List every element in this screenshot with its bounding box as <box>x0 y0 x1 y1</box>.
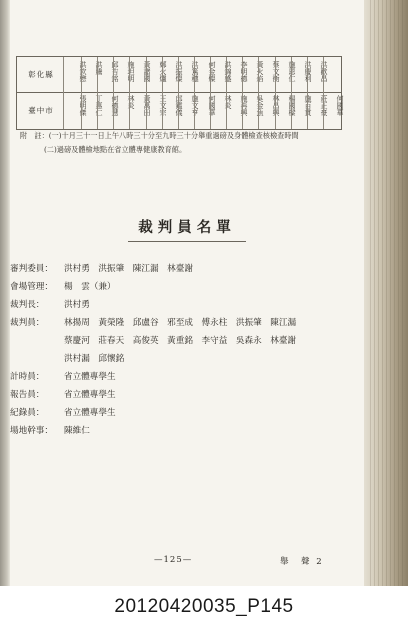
roster-name: 洪歡昌 <box>320 61 328 82</box>
roster-name: 何德慧 <box>111 95 119 116</box>
roster-name: 洪錦盛 <box>224 61 232 82</box>
roster-table <box>16 56 342 130</box>
staff-label: 報告員： <box>10 390 45 400</box>
roster-name: 吳金魚 <box>256 95 264 116</box>
roster-name: 林炎 <box>224 95 232 109</box>
roster-name: 洪振燦 <box>175 61 183 82</box>
roster-name: 黃萬田 <box>143 95 151 116</box>
roster-name: 施坦明 <box>127 61 135 82</box>
staff-label: 裁判長： <box>10 300 45 310</box>
staff-value: 省立體專學生 <box>64 408 116 418</box>
roster-name: 蔡文衡 <box>272 61 280 82</box>
staff-label: 會場管理： <box>10 282 53 292</box>
staff-value: 省立體專學生 <box>64 390 116 400</box>
staff-label: 計時員： <box>10 372 45 382</box>
staff-label: 紀錄員： <box>10 408 45 418</box>
title-underline <box>128 241 246 242</box>
roster-name: 黃火焰 <box>256 61 264 82</box>
staff-value: 洪村勇 <box>64 300 90 310</box>
roster-name: 李明德 <box>240 61 248 82</box>
roster-name: 施恩仁 <box>288 61 296 82</box>
roster-name: 丁惠仁 <box>95 95 103 116</box>
roster-name: 邱鑑儀 <box>175 95 183 116</box>
roster-name: 何國華 <box>336 95 344 116</box>
staff-value: 陳維仁 <box>64 426 90 436</box>
page-title: 裁判員名單 <box>138 219 236 236</box>
staff-value: 林揚周 黃榮隆 邱盧谷 邪至成 傅永柱 洪振肇 陳江漏 <box>64 318 297 328</box>
roster-name: 莊正豪 <box>320 95 328 116</box>
roster-name: 楊國樑 <box>288 95 296 116</box>
staff-value: 洪村勇 洪振肇 陳江漏 林臺謝 <box>64 264 193 274</box>
page-edge-stack <box>364 0 408 586</box>
roster-name: 何金燦 <box>208 61 216 82</box>
roster-name: 洪欽懋 <box>79 61 87 82</box>
book-page <box>10 0 364 586</box>
roster-name: 洪騰 <box>95 61 103 75</box>
roster-name: 洪篤穗 <box>191 61 199 82</box>
roster-name: 施文亨 <box>191 95 199 116</box>
staff-continuation: 蔡慶河 莊春天 高俊英 黃重銘 李守益 吳森永 林臺謝 <box>64 336 297 346</box>
roster-name: 施百貫 <box>304 95 312 116</box>
roster-name: 施再興 <box>240 95 248 116</box>
row-label: 彰化縣 <box>28 70 54 79</box>
roster-name: 王文宗 <box>159 95 167 116</box>
roster-name: 林炎 <box>127 95 135 109</box>
staff-value: 楊 雲（兼） <box>64 282 116 292</box>
row-label: 臺中市 <box>28 106 54 115</box>
staff-label: 場地幹事： <box>10 426 53 436</box>
note-line: 附 註：(一)十月三十一日上午八時三十分至九時三十分舉重過磅及身體檢查核檢查時間 <box>20 131 299 140</box>
roster-name: 黃諸國 <box>143 61 151 82</box>
image-caption: 20120420035_P145 <box>114 596 294 617</box>
staff-label: 裁判員： <box>10 318 45 328</box>
roster-name: 洪慶利 <box>304 61 312 82</box>
roster-name: 張明傑 <box>79 95 87 116</box>
staff-label: 審判委員： <box>10 264 53 274</box>
roster-name: 邱吉銘 <box>111 61 119 82</box>
staff-value: 省立體專學生 <box>64 372 116 382</box>
page-number: —125— <box>154 555 193 565</box>
roster-name: 何國華 <box>208 95 216 116</box>
roster-name: 鄭火爐 <box>159 61 167 82</box>
staff-continuation: 洪村漏 邱懷銘 <box>64 354 125 364</box>
roster-name: 林昌興 <box>272 95 280 116</box>
note-line: (二)過磅及體檢地點在省立體專健康教育館。 <box>44 145 187 154</box>
binding-shadow <box>0 0 10 586</box>
journal-title: 舉 聲 2 <box>280 557 324 567</box>
